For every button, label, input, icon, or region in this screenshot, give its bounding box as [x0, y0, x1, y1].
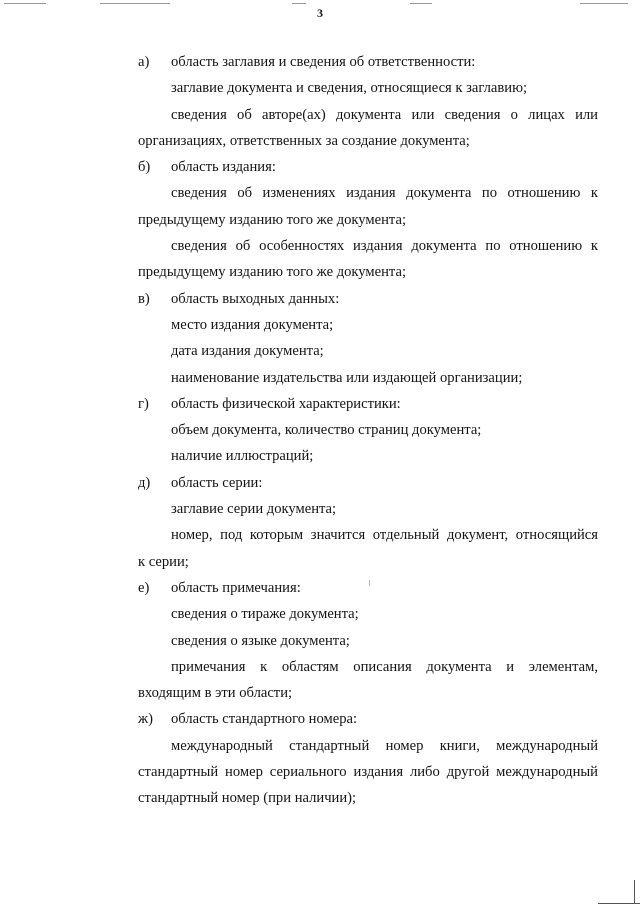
paragraph-line: сведения об авторе(ах) документа или сведения о лицах или: [171, 106, 598, 123]
section-heading: область примечания:: [171, 579, 301, 596]
section-heading: область заглавия и сведения об ответственности:: [171, 54, 476, 70]
list-marker: б): [138, 159, 151, 176]
list-item-heading: [138, 470, 598, 496]
scan-artifact-edge: [634, 880, 635, 904]
paragraph-line: заглавие серии документа;: [171, 501, 337, 518]
list-marker: а): [138, 54, 150, 70]
paragraph-line: предыдущему изданию того же документа;: [138, 264, 407, 281]
paragraph-line: заглавие документа и сведения, относящиеся к заглавию;: [171, 80, 528, 97]
paragraph-line: международный стандартный номер книги, международный: [171, 737, 598, 754]
paragraph-line: наличие иллюстраций;: [171, 448, 314, 465]
paragraph-line: стандартный номер (при наличии);: [138, 790, 357, 807]
list-item-heading: [138, 286, 598, 312]
scan-artifact-line: [292, 3, 306, 4]
section-heading: область физической характеристики:: [171, 395, 401, 412]
paragraph-line: наименование издательства или издающей организации;: [171, 369, 523, 386]
section-heading: область серии:: [171, 474, 263, 491]
list-item-heading: [138, 154, 598, 180]
list-item-heading: [138, 706, 598, 732]
list-marker: г): [138, 395, 149, 412]
scan-artifact-line: [410, 3, 432, 4]
paragraph-line: сведения об изменениях издания документа по отношению к: [171, 185, 598, 202]
list-marker: в): [138, 290, 150, 307]
scan-artifact-line: [100, 3, 170, 4]
paragraph-line: организациях, ответственных за создание документа;: [138, 132, 470, 149]
paragraph-line: объем документа, количество страниц документа;: [171, 422, 482, 439]
scan-artifact-edge: [598, 903, 640, 904]
paragraph-line: входящим в эти области;: [138, 685, 293, 702]
paragraph-line: примечания к областям описания документа и элементам,: [171, 658, 598, 675]
paragraph-line: сведения о языке документа;: [171, 632, 350, 649]
list-marker: ж): [138, 711, 153, 728]
paragraph-line: сведения об особенностях издания документа по отношению к: [171, 238, 598, 255]
list-item-heading: [138, 49, 598, 75]
section-heading: область стандартного номера:: [171, 711, 358, 728]
section-heading: область издания:: [171, 159, 276, 176]
paragraph-line: дата издания документа;: [171, 343, 324, 360]
list-marker: д): [138, 474, 151, 491]
paragraph-line: к серии;: [138, 553, 189, 570]
paragraph-line: сведения о тираже документа;: [171, 606, 359, 623]
scan-artifact-line: [580, 3, 628, 4]
paragraph-line: место издания документа;: [171, 316, 334, 333]
scan-artifact-line: [4, 3, 46, 4]
document-body: [138, 49, 598, 812]
scan-speck: /: [366, 577, 373, 589]
list-marker: е): [138, 579, 150, 596]
paragraph-line: предыдущему изданию того же документа;: [138, 211, 407, 228]
paragraph-line: стандартный номер сериального издания либо другой международный: [138, 764, 598, 781]
paragraph-line: номер, под которым значится отдельный документ, относящийся: [171, 527, 598, 544]
list-item-heading: [138, 391, 598, 417]
page-number: 3: [317, 6, 323, 20]
section-heading: область выходных данных:: [171, 290, 340, 307]
